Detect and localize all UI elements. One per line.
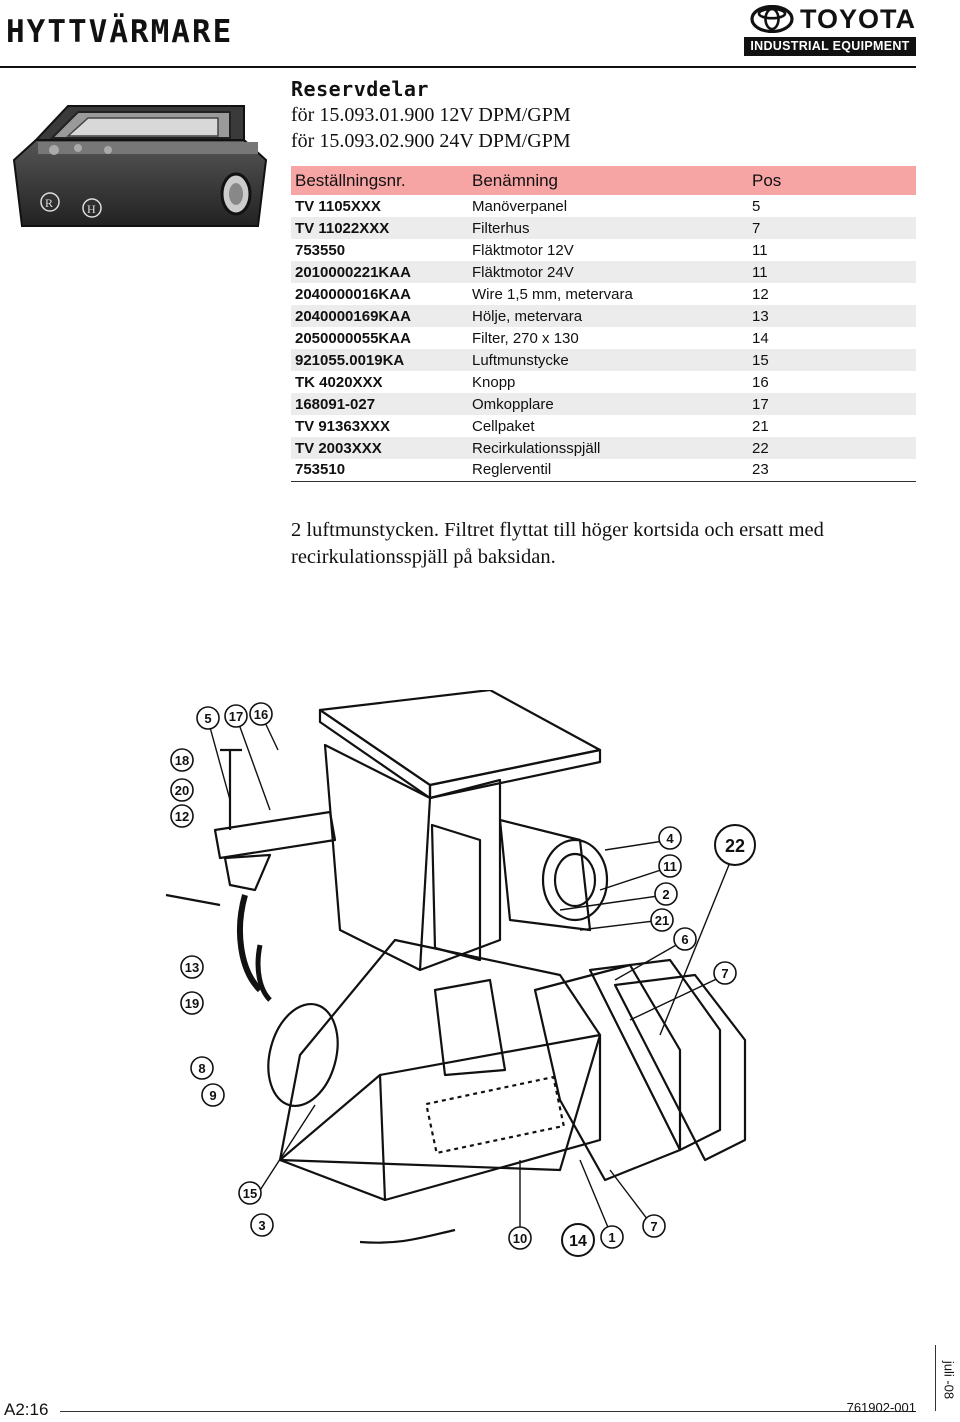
callout-19 [181,992,203,1014]
order-number: 168091-027 [291,393,468,415]
svg-text:13: 13 [184,960,200,975]
svg-text:17: 17 [228,709,244,724]
heater-photo [8,98,278,238]
description: Manöverpanel [472,197,568,215]
position: 12 [752,285,769,303]
callout-5 [197,707,219,729]
position: 17 [748,393,916,415]
col-description: Benämning [468,166,748,195]
parts-table [291,166,916,482]
order-number: 2040000169KAA [291,305,468,327]
svg-text:14: 14 [569,1233,587,1250]
svg-text:11: 11 [663,859,677,874]
position: 11 [748,261,916,283]
table-row [291,305,916,327]
col-order-number: Beställningsnr. [291,166,468,195]
side-rule [935,1345,936,1411]
order-number: 753550 [295,241,346,259]
description: Fläktmotor 12V [472,241,574,259]
svg-text:12: 12 [174,809,190,824]
order-number: 2010000221KAA [291,261,468,283]
svg-text:6: 6 [681,932,689,947]
order-number: TV 91363XXX [295,417,391,435]
order-number: TV 11022XXX [291,217,468,239]
position: 16 [752,373,769,391]
svg-text:19: 19 [184,996,200,1011]
toyota-logo [744,4,916,56]
svg-text:7: 7 [721,966,729,981]
toyota-emblem-icon [750,5,794,33]
switch-panel-part [215,812,335,858]
table-row [291,415,916,437]
col-position: Pos [748,166,916,195]
description: Cellpaket [472,417,535,435]
svg-text:H: H [87,202,96,216]
order-number: TV 1105XXX [295,197,381,215]
description: Luftmunstycke [468,349,748,371]
model-subtitle-12v: för 15.093.01.900 12V DPM/GPM [291,104,571,126]
header-rule [0,66,916,68]
table-row [291,393,916,415]
callout-4 [659,827,681,849]
svg-text:R: R [45,196,54,210]
description: Omkopplare [468,393,748,415]
table-row [291,261,916,283]
svg-text:3: 3 [258,1218,266,1233]
table-row [291,349,916,371]
filter-stack-part [535,965,680,1180]
callout-16 [250,703,272,725]
svg-text:1: 1 [608,1230,616,1245]
svg-text:18: 18 [174,753,190,768]
svg-text:8: 8 [198,1061,206,1076]
document-number: 761902-001 [846,1400,916,1415]
callout-22 [715,825,755,865]
callout-20 [171,779,193,801]
order-number: TV 2003XXX [291,437,468,459]
table-header-row [291,166,916,195]
svg-text:9: 9 [209,1088,217,1103]
order-number: 2040000016KAA [295,285,411,303]
callout-3 [251,1214,273,1236]
callout-9 [202,1084,224,1106]
change-note: 2 luftmunstycken. Filtret flyttat till höger kortsida och ersatt med recirkulationsspjäll på baksidan. [291,519,824,568]
exploded-view-diagram [160,690,780,1280]
description: Filterhus [468,217,748,239]
table-row [291,437,916,459]
description: Filter, 270 x 130 [472,329,579,347]
callout-10 [509,1227,531,1249]
position: 7 [748,217,916,239]
page-number: A2:16 [4,1400,49,1419]
order-number: TK 4020XXX [295,373,383,391]
table-row [291,217,916,239]
svg-text:7: 7 [650,1219,658,1234]
order-number: 2050000055KAA [295,329,411,347]
callout-21 [651,909,673,931]
svg-text:2: 2 [662,887,670,902]
table-row [291,239,916,261]
description: Knopp [472,373,516,391]
table-row [291,327,916,349]
brand-tagline: INDUSTRIAL EQUIPMENT [744,37,916,56]
callout-7-upper [714,962,736,984]
callout-7-lower [643,1215,665,1237]
callout-18 [171,749,193,771]
description: Wire 1,5 mm, metervara [472,285,633,303]
position: 21 [752,417,769,435]
description: Recirkulationsspjäll [468,437,748,459]
position: 5 [752,197,761,215]
position: 11 [752,241,768,259]
lower-housing-part [280,940,600,1170]
table-row [291,371,916,393]
description: Reglerventil [468,459,748,481]
callout-1 [601,1226,623,1248]
callout-2 [655,883,677,905]
svg-text:16: 16 [253,707,269,722]
callout-14 [562,1224,594,1256]
position: 23 [748,459,916,481]
revision-date-text: juli -08 [941,1360,957,1400]
callout-13 [181,956,203,978]
table-row [291,283,916,305]
description: Hölje, metervara [468,305,748,327]
page-title: HYTTVÄRMARE [6,14,234,50]
description: Fläktmotor 24V [468,261,748,283]
callout-6 [674,928,696,950]
callout-8 [191,1057,213,1079]
section-title: Reservdelar [291,77,429,101]
svg-text:21: 21 [654,913,670,928]
position: 14 [752,329,769,347]
side-plate-part [432,825,480,960]
svg-text:15: 15 [242,1186,258,1201]
table-row [291,195,916,217]
callout-17 [225,705,247,727]
callout-12 [171,805,193,827]
position: 22 [748,437,916,459]
order-number: 753510 [291,459,468,481]
model-subtitle-24v: för 15.093.02.900 24V DPM/GPM [291,130,571,152]
order-number: 921055.0019KA [291,349,468,371]
upper-housing-part [325,745,500,970]
table-row [291,459,916,481]
spare-parts-section [291,76,916,154]
svg-text:22: 22 [724,836,746,856]
footer-rule [60,1411,916,1412]
svg-text:10: 10 [512,1231,528,1246]
callout-15 [239,1182,261,1204]
svg-text:4: 4 [666,831,674,846]
svg-text:20: 20 [174,783,190,798]
callout-11 [659,855,681,877]
svg-text:5: 5 [204,711,212,726]
bracket-part [435,980,505,1075]
position: 13 [748,305,916,327]
position: 15 [748,349,916,371]
revision-date [940,1350,958,1410]
brand-name: TOYOTA [799,3,916,34]
